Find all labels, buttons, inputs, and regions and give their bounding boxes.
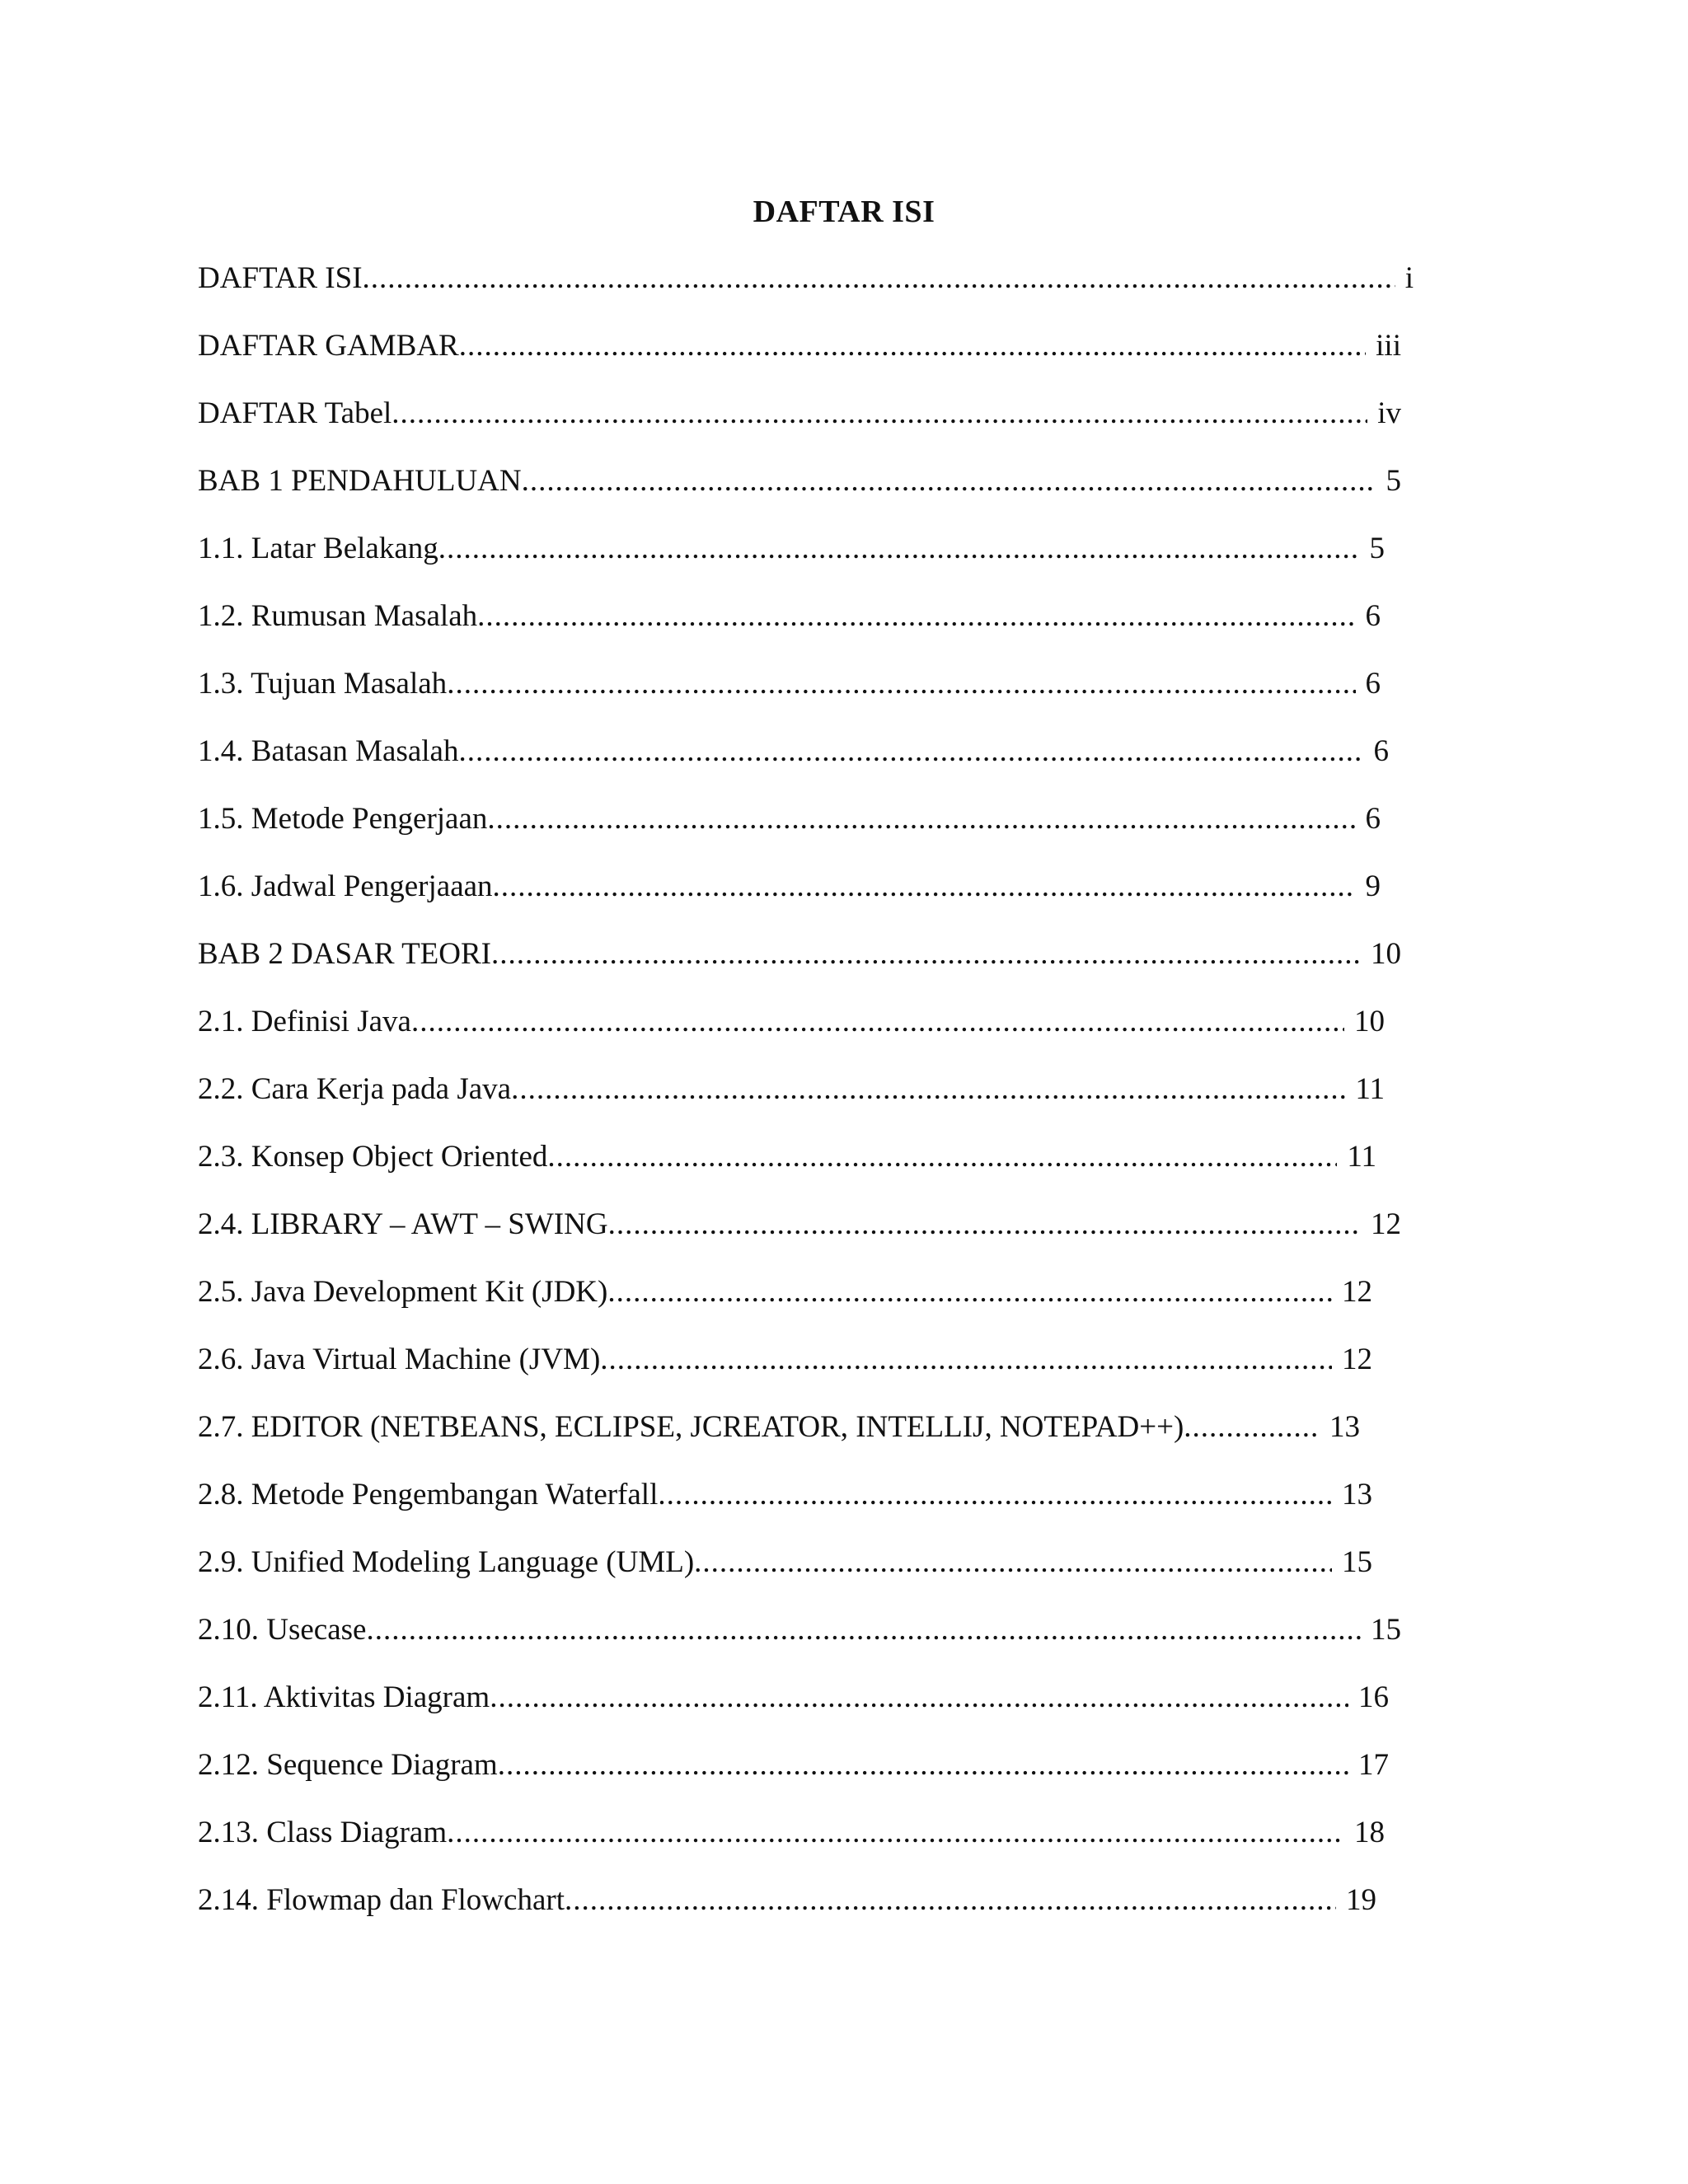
toc-entry [198,1474,1372,1541]
toc-entry [198,1068,1385,1136]
toc-leader-dots [411,1001,1344,1043]
toc-entry-page: 19 [1346,1883,1376,1917]
toc-entry [198,865,1381,933]
toc-entry-page: 10 [1354,1005,1385,1038]
toc-leader-dots [487,798,1355,841]
toc-leader-dots [565,1879,1336,1922]
toc-leader-dots [511,1068,1345,1111]
toc-leader-dots [658,1474,1332,1516]
toc-entry-label: 1.6. Jadwal Pengerjaaan [198,869,493,903]
toc-entry-label: DAFTAR GAMBAR [198,329,459,363]
toc-entry-label: 2.10. Usecase [198,1613,367,1647]
toc-leader-dots [493,865,1356,908]
toc-entry-label: 2.7. EDITOR (NETBEANS, ECLIPSE, JCREATOR, INTELLIJ, NOTEPAD++) [198,1410,1184,1444]
toc-entry-label: 1.4. Batasan Masalah [198,734,459,768]
toc-entry-label: 2.13. Class Diagram [198,1816,448,1849]
toc-entry-label: BAB 2 DASAR TEORI [198,937,491,971]
toc-leader-dots [522,460,1376,503]
toc-entry-page: 12 [1342,1275,1372,1309]
toc-entry-label: 2.3. Konsep Object Oriented [198,1140,548,1174]
toc-entry-page: 13 [1342,1478,1372,1511]
toc-entry-page: 18 [1354,1816,1385,1849]
toc-entry-page: 13 [1329,1410,1360,1444]
toc-entry-page: 15 [1371,1613,1401,1647]
toc-entry-page: 6 [1365,667,1381,701]
toc-entry-page: 12 [1371,1207,1401,1241]
toc-entry [198,1338,1372,1406]
toc-leader-dots [363,257,1395,300]
toc-leader-dots [607,1271,1332,1314]
toc-entry-label: DAFTAR Tabel [198,396,392,430]
toc-entry [198,1001,1385,1068]
toc-entry [198,1744,1389,1811]
toc-entry-label: 2.4. LIBRARY – AWT – SWING [198,1207,608,1241]
toc-leader-dots [600,1338,1332,1381]
toc-leader-dots [447,663,1355,705]
toc-entry-page: iv [1377,396,1401,430]
toc-entry [198,933,1401,1001]
toc-entry [198,1203,1401,1271]
toc-entry-page: 10 [1371,937,1401,971]
toc-list [198,257,1414,1947]
toc-entry-page: 11 [1355,1072,1385,1106]
toc-entry [198,798,1381,865]
toc-entry-label: 1.2. Rumusan Masalah [198,599,478,633]
toc-entry-label: 2.6. Java Virtual Machine (JVM) [198,1343,601,1376]
page-title: DAFTAR ISI [753,194,935,229]
toc-entry [198,1271,1372,1338]
toc-leader-dots [608,1203,1361,1246]
toc-leader-dots [458,730,1363,773]
toc-entry [198,257,1414,325]
toc-entry [198,1811,1385,1879]
toc-entry-label: 2.12. Sequence Diagram [198,1748,498,1782]
toc-entry-label: 1.1. Latar Belakang [198,532,438,565]
toc-entry [198,1676,1389,1744]
toc-entry-page: iii [1376,329,1401,363]
toc-entry-label: DAFTAR ISI [198,261,363,295]
toc-entry-page: 11 [1347,1140,1376,1174]
toc-entry [198,1609,1401,1676]
toc-entry-label: 2.11. Aktivitas Diagram [198,1680,490,1714]
toc-entry [198,460,1401,527]
toc-leader-dots [490,1676,1348,1719]
toc-entry-page: 5 [1386,464,1401,498]
toc-entry [198,527,1385,595]
toc-entry-label: BAB 1 PENDAHULUAN [198,464,522,498]
toc-leader-dots [498,1744,1348,1787]
toc-leader-dots [447,1811,1344,1854]
toc-entry [198,1541,1372,1609]
toc-leader-dots [459,325,1366,368]
toc-leader-dots [366,1609,1361,1652]
toc-entry [198,730,1389,798]
toc-entry-page: 12 [1342,1343,1372,1376]
toc-entry [198,663,1381,730]
toc-entry-page: 9 [1365,869,1381,903]
toc-entry-page: 16 [1358,1680,1389,1714]
toc-leader-dots [1184,1406,1320,1449]
toc-entry [198,392,1401,460]
toc-entry-page: 15 [1342,1545,1372,1579]
toc-entry-label: 2.8. Metode Pengembangan Waterfall [198,1478,659,1511]
toc-entry [198,1136,1376,1203]
toc-leader-dots [392,392,1367,435]
toc-entry [198,1406,1360,1474]
toc-entry-page: 17 [1358,1748,1389,1782]
toc-entry-page: i [1404,261,1414,295]
toc-entry-label: 1.3. Tujuan Masalah [198,667,448,701]
toc-entry [198,325,1401,392]
toc-leader-dots [477,595,1355,638]
toc-entry-label: 2.14. Flowmap dan Flowchart [198,1883,565,1917]
toc-entry-page: 5 [1369,532,1385,565]
toc-entry-label: 1.5. Metode Pengerjaan [198,802,488,836]
toc-leader-dots [438,527,1360,570]
toc-entry-page: 6 [1365,599,1381,633]
toc-entry [198,1879,1376,1947]
toc-entry-label: 2.5. Java Development Kit (JDK) [198,1275,608,1309]
toc-entry [198,595,1381,663]
toc-entry-label: 2.1. Definisi Java [198,1005,411,1038]
toc-entry-label: 2.9. Unified Modeling Language (UML) [198,1545,695,1579]
toc-entry-page: 6 [1365,802,1381,836]
toc-leader-dots [694,1541,1332,1584]
toc-entry-label: 2.2. Cara Kerja pada Java [198,1072,512,1106]
toc-entry-page: 6 [1373,734,1389,768]
toc-leader-dots [491,933,1361,976]
toc-leader-dots [547,1136,1337,1179]
